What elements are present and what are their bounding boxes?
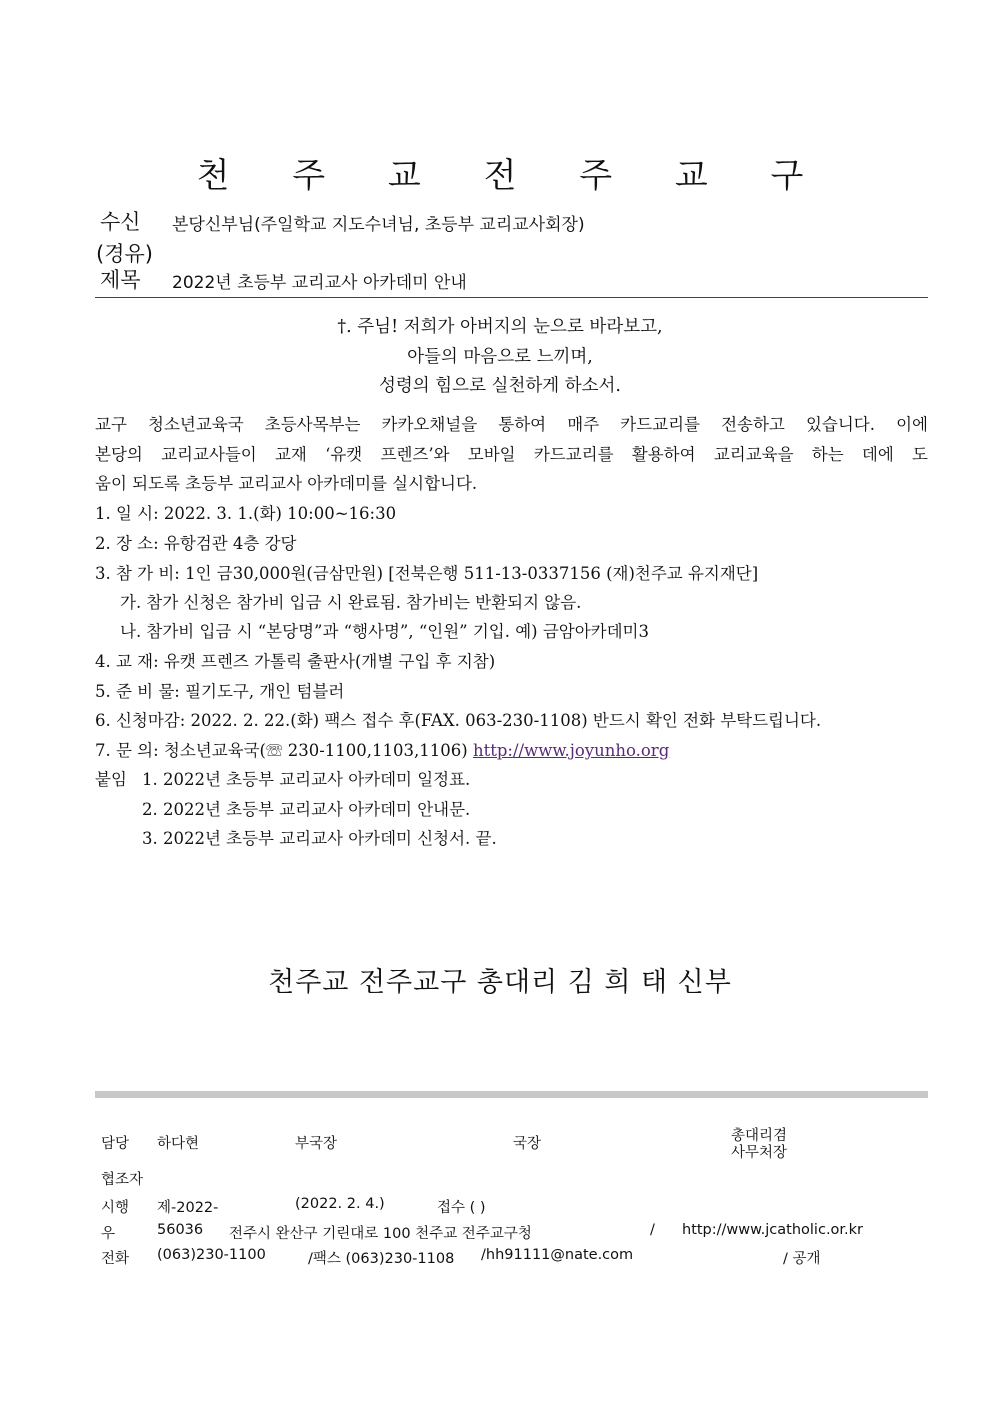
intro-line: 움이 되도록 초등부 교리교사 아카데미를 실시합니다. bbox=[95, 474, 478, 493]
item-place: 2. 장 소: 유항검관 4층 강당 bbox=[95, 534, 297, 553]
item-date: 1. 일 시: 2022. 3. 1.(화) 10:00~16:30 bbox=[95, 504, 397, 523]
attachment-item: 1. 2022년 초등부 교리교사 아카데미 일정표. bbox=[142, 770, 471, 789]
attachment-item: 3. 2022년 초등부 교리교사 아카데미 신청서. 끝. bbox=[142, 829, 497, 848]
postal-code: 56036 bbox=[157, 1222, 204, 1238]
disclosure-status: / 공개 bbox=[783, 1251, 821, 1267]
phone-label: 전화 bbox=[101, 1251, 130, 1267]
postal-label: 우 bbox=[101, 1226, 116, 1242]
prayer-line: 아들의 마음으로 느끼며, bbox=[407, 347, 593, 367]
receipt-field: 접수 ( ) bbox=[437, 1200, 486, 1216]
item-inquiry bbox=[95, 737, 669, 761]
website-url[interactable]: http://www.jcatholic.or.kr bbox=[682, 1222, 864, 1238]
vicar-label-line1: 총대리겸 bbox=[731, 1128, 788, 1144]
subject-value: 2022년 초등부 교리교사 아카데미 안내 bbox=[172, 273, 467, 293]
item-material: 4. 교 재: 유캣 프렌즈 가톨릭 출판사(개별 구입 후 지참) bbox=[95, 652, 496, 671]
phone-number: (063)230-1100 bbox=[157, 1247, 266, 1263]
sender-signature: 천주교 전주교구 총대리 김 희 태 신부 bbox=[268, 967, 732, 998]
subject-label: 제목 bbox=[100, 268, 141, 292]
footer-divider bbox=[95, 1091, 928, 1098]
item-fee-sub-a: 가. 참가 신청은 참가비 입금 시 완료됨. 참가비는 반환되지 않음. bbox=[120, 593, 582, 612]
recipient-label: 수신 bbox=[100, 210, 141, 234]
prayer-line: †. 주님! 저희가 아버지의 눈으로 바라보고, bbox=[337, 317, 663, 337]
fax-number: /팩스 (063)230-1108 bbox=[308, 1251, 455, 1267]
header-divider bbox=[95, 297, 928, 298]
enforce-label: 시행 bbox=[101, 1200, 130, 1216]
item-fee: 3. 참 가 비: 1인 금30,000원(금삼만원) [전북은행 511-13-0337156 (재)천주교 유지재단] bbox=[95, 564, 759, 583]
item-supplies: 5. 준 비 물: 필기도구, 개인 텀블러 bbox=[95, 682, 345, 701]
address-separator: / bbox=[650, 1222, 655, 1238]
prayer-line: 성령의 힘으로 실천하게 하소서. bbox=[378, 376, 621, 396]
intro-line: 교구 청소년교육국 초등사목부는 카카오채널을 통하여 매주 카드교리를 전송하고 있습니다. 이에 bbox=[95, 415, 928, 434]
attachments-label: 붙임 bbox=[95, 770, 127, 789]
address-text: 전주시 완산구 기린대로 100 천주교 전주교구청 bbox=[229, 1226, 532, 1242]
inquiry-text: 7. 문 의: 청소년교육국(☏ 230-1100,1103,1106) bbox=[95, 741, 468, 760]
enforce-number: 제-2022- bbox=[157, 1200, 219, 1216]
vicar-label-line2: 사무처장 bbox=[731, 1145, 788, 1161]
director-label: 국장 bbox=[513, 1136, 542, 1152]
cooperator-label: 협조자 bbox=[101, 1172, 144, 1188]
recipient-value: 본당신부님(주일학교 지도수녀님, 초등부 교리교사회장) bbox=[172, 215, 585, 235]
item-deadline: 6. 신청마감: 2022. 2. 22.(화) 팩스 접수 후(FAX. 063-230-1108) 반드시 확인 전화 부탁드립니다. bbox=[95, 711, 822, 730]
attachment-item: 2. 2022년 초등부 교리교사 아카데미 안내문. bbox=[142, 800, 471, 819]
item-fee-sub-b: 나. 참가비 입금 시 “본당명”과 “행사명”, “인원” 기입. 예) 금암아카데미3 bbox=[120, 622, 649, 641]
charge-name: 하다현 bbox=[157, 1136, 200, 1152]
organization-title: 천 주 교 전 주 교 구 bbox=[196, 156, 830, 196]
inquiry-link[interactable]: http://www.joyunho.org bbox=[472, 741, 670, 760]
email-address[interactable]: /hh91111@nate.com bbox=[481, 1247, 634, 1263]
deputy-label: 부국장 bbox=[295, 1136, 338, 1152]
charge-label: 담당 bbox=[101, 1136, 130, 1152]
enforce-date: (2022. 2. 4.) bbox=[295, 1196, 385, 1212]
intro-line: 본당의 교리교사들이 교재 ‘유캣 프렌즈’와 모바일 카드교리를 활용하여 교리교육을 하는 데에 도 bbox=[95, 445, 928, 464]
via-label: (경유) bbox=[96, 242, 153, 266]
